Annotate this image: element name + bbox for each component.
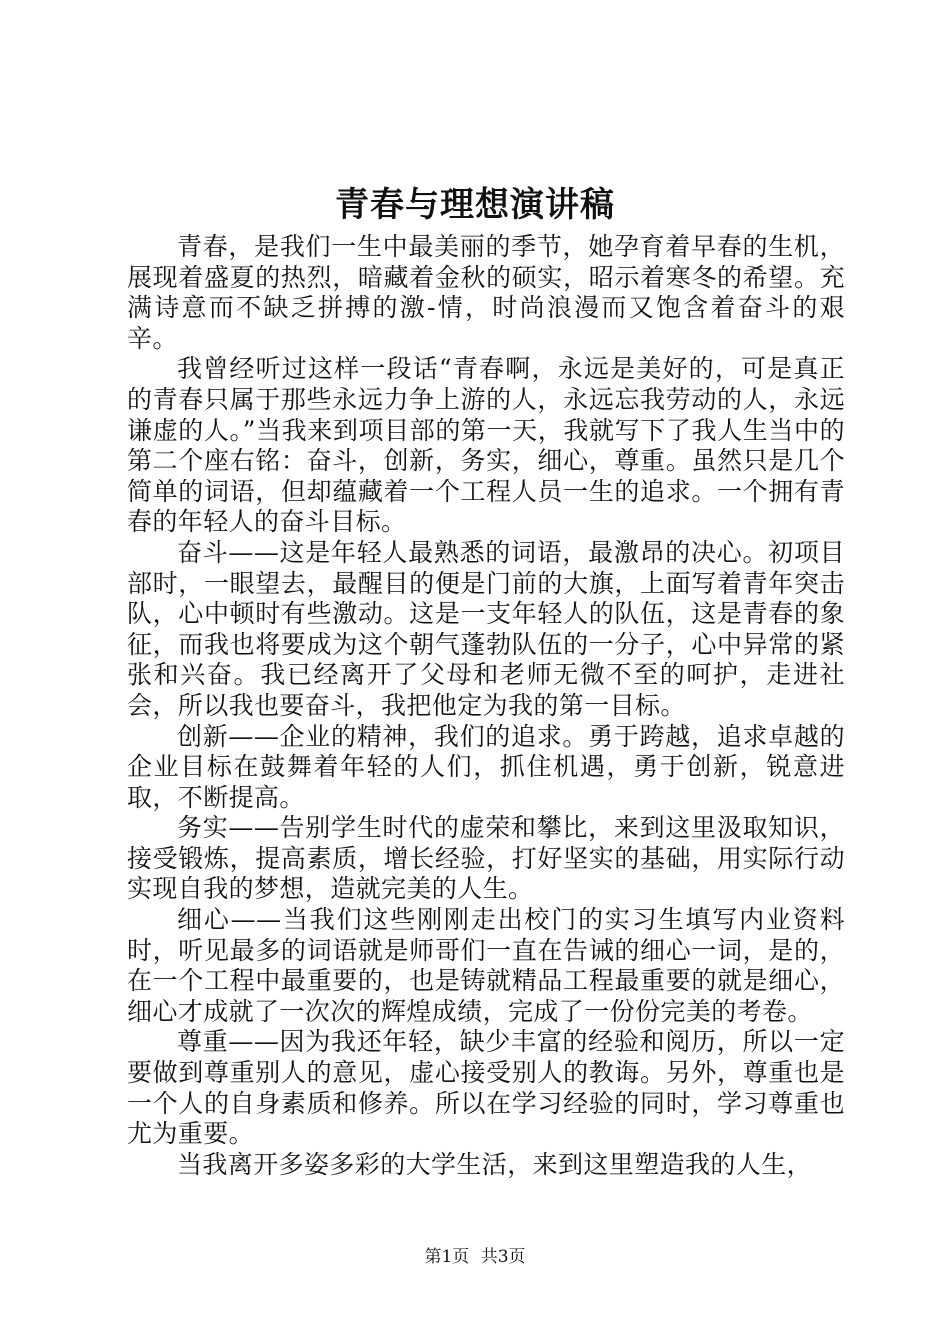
paragraph-pragmatism: 务实——告别学生时代的虚荣和攀比，来到这里汲取知识，接受锻炼，提高素质，增长经验，打好坚实的基础，用实际行动实现自我的梦想，造就完美的人生。 <box>127 813 845 904</box>
paragraph-respect: 尊重——因为我还年轻，缺少丰富的经验和阅历，所以一定要做到尊重别人的意见，虚心接受别人的教诲。另外，尊重也是一个人的自身素质和修养。所以在学习经验的同时，学习尊重也尤为重要。 <box>127 1027 845 1149</box>
document-title: 青春与理想演讲稿 <box>335 185 615 225</box>
page-number: 第1页 <box>424 1247 470 1267</box>
paragraph-motto: 我曾经听过这样一段话“青春啊，永远是美好的，可是真正的青春只属于那些永远力争上游的人，永远忘我劳动的人，永远谦虚的人。”当我来到项目部的第一天，我就写下了我人生当中的第二个座右铭：奋斗，创新，务实，细心，尊重。虽然只是几个简单的词语，但却蕴藏着一个工程人员一生的追求。一个拥有青春的年轻人的奋斗目标。 <box>127 354 845 537</box>
paragraph-intro: 青春，是我们一生中最美丽的季节，她孕育着早春的生机，展现着盛夏的热烈，暗藏着金秋的硕实，昭示着寒冬的希望。充满诗意而不缺乏拼搏的激-情，时尚浪漫而又饱含着奋斗的艰辛。 <box>127 232 845 353</box>
page-total: 共3页 <box>480 1247 526 1267</box>
document-body <box>127 232 845 1180</box>
paragraph-struggle: 奋斗——这是年轻人最熟悉的词语，最激昂的决心。初项目部时，一眼望去，最醒目的便是门前的大旗，上面写着青年突击队，心中顿时有些激动。这是一支年轻人的队伍，这是青春的象征，而我也将要成为这个朝气蓬勃队伍的一分子，心中异常的紧张和兴奋。我已经离开了父母和老师无微不至的呵护，走进社会，所以我也要奋斗，我把他定为我的第一目标。 <box>127 537 845 720</box>
page-footer <box>0 1246 950 1268</box>
paragraph-innovation: 创新——企业的精神，我们的追求。勇于跨越，追求卓越的企业目标在鼓舞着年轻的人们，抓住机遇，勇于创新，锐意进取，不断提高。 <box>127 721 845 812</box>
paragraph-closing: 当我离开多姿多彩的大学生活，来到这里塑造我的人生， <box>177 1149 813 1179</box>
paragraph-carefulness: 细心——当我们这些刚刚走出校门的实习生填写内业资料时，听见最多的词语就是师哥们一直在告诫的细心一词，是的，在一个工程中最重要的，也是铸就精品工程最重要的就是细心，细心才成就了一次次的辉煌成绩，完成了一份份完美的考卷。 <box>127 905 845 1026</box>
